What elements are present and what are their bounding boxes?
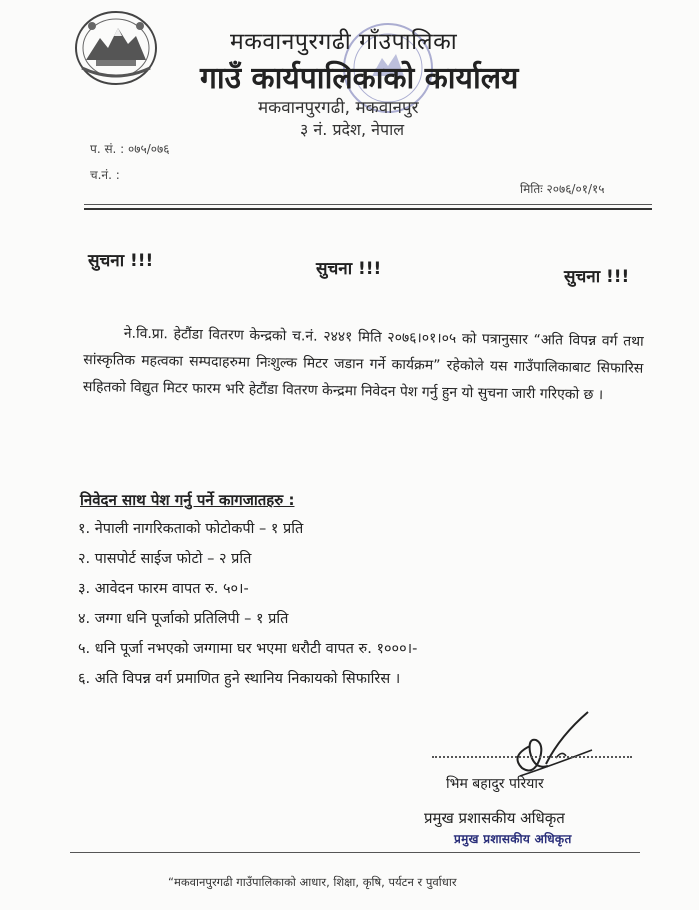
notice-body-text: ने.वि.प्रा. हेटौंडा वितरण केन्द्रको च.नं. २४४१ मिति २०७६।०१।०५ को पत्रानुसार “अति विपन्न वर्ग तथा सांस्कृतिक महत्वका सम्पदाहरुमा निःशुल्क मिटर जडान गर्ने कार्यक्रम” रहेकोले यस गाउँपालिकाबाट सिफारिस सहितको विद्युत मिटर फारम भरि हेटौंडा वितरण केन्द्रमा निवेदन पेश गर्नु हुन यो सुचना जारी गरिएको छ । xyxy=(82,325,644,404)
signature-line xyxy=(432,756,632,758)
reference-number: प. सं. : ०७५/०७६ xyxy=(90,142,170,156)
notice-heading-left: सुचना !!! xyxy=(88,251,154,271)
header-divider-thick xyxy=(84,208,652,210)
header-divider xyxy=(84,204,652,205)
office-address: मकवानपुरगढी, मकवानपुर xyxy=(258,98,419,118)
documents-list xyxy=(78,514,638,694)
nepal-emblem-icon xyxy=(72,8,160,88)
notice-heading-center: सुचना !!! xyxy=(316,259,382,279)
designation-stamp: प्रमुख प्रशासकीय अधिकृत xyxy=(454,832,572,846)
footer-divider xyxy=(70,852,640,853)
document-item: २. पासपोर्ट साईज फोटो – २ प्रति xyxy=(78,551,252,567)
notice-body xyxy=(83,320,644,410)
province-line: ३ नं. प्रदेश, नेपाल xyxy=(300,120,405,139)
documents-title: निवेदन साथ पेश गर्नु पर्ने कागजातहरु : xyxy=(80,491,295,509)
letter-date: मितिः २०७६/०१/१५ xyxy=(520,182,605,196)
signatory-title: प्रमुख प्रशासकीय अधिकृत xyxy=(424,809,565,827)
document-item: ३. आवेदन फारम वापत रु. ५०।- xyxy=(78,581,249,597)
document-item: १. नेपाली नागरिकताको फोटोकपी – १ प्रति xyxy=(78,521,304,537)
footer-slogan: “मकवानपुरगढी गाउँपालिकाको आधार, शिक्षा, कृषि, पर्यटन र पुर्वाधार xyxy=(168,875,457,889)
document-item: ४. जग्गा धनि पूर्जाको प्रतिलिपी – १ प्रति xyxy=(78,611,289,627)
signatory-name: भिम बहादुर परियार xyxy=(446,776,544,792)
notice-heading-right: सुचना !!! xyxy=(564,267,630,287)
office-name: गाउँ कार्यपालिकाको कार्यालय xyxy=(200,61,519,96)
dispatch-number: च.नं. : xyxy=(90,168,120,182)
municipality-name: मकवानपुरगढी गाँउपालिका xyxy=(230,29,458,55)
document-item: ६. अति विपन्न वर्ग प्रमाणित हुने स्थानिय निकायको सिफारिस । xyxy=(78,671,401,687)
document-item: ५. धनि पूर्जा नभएको जग्गामा घर भएमा धरौटी वापत रु. १०००।- xyxy=(78,641,418,657)
